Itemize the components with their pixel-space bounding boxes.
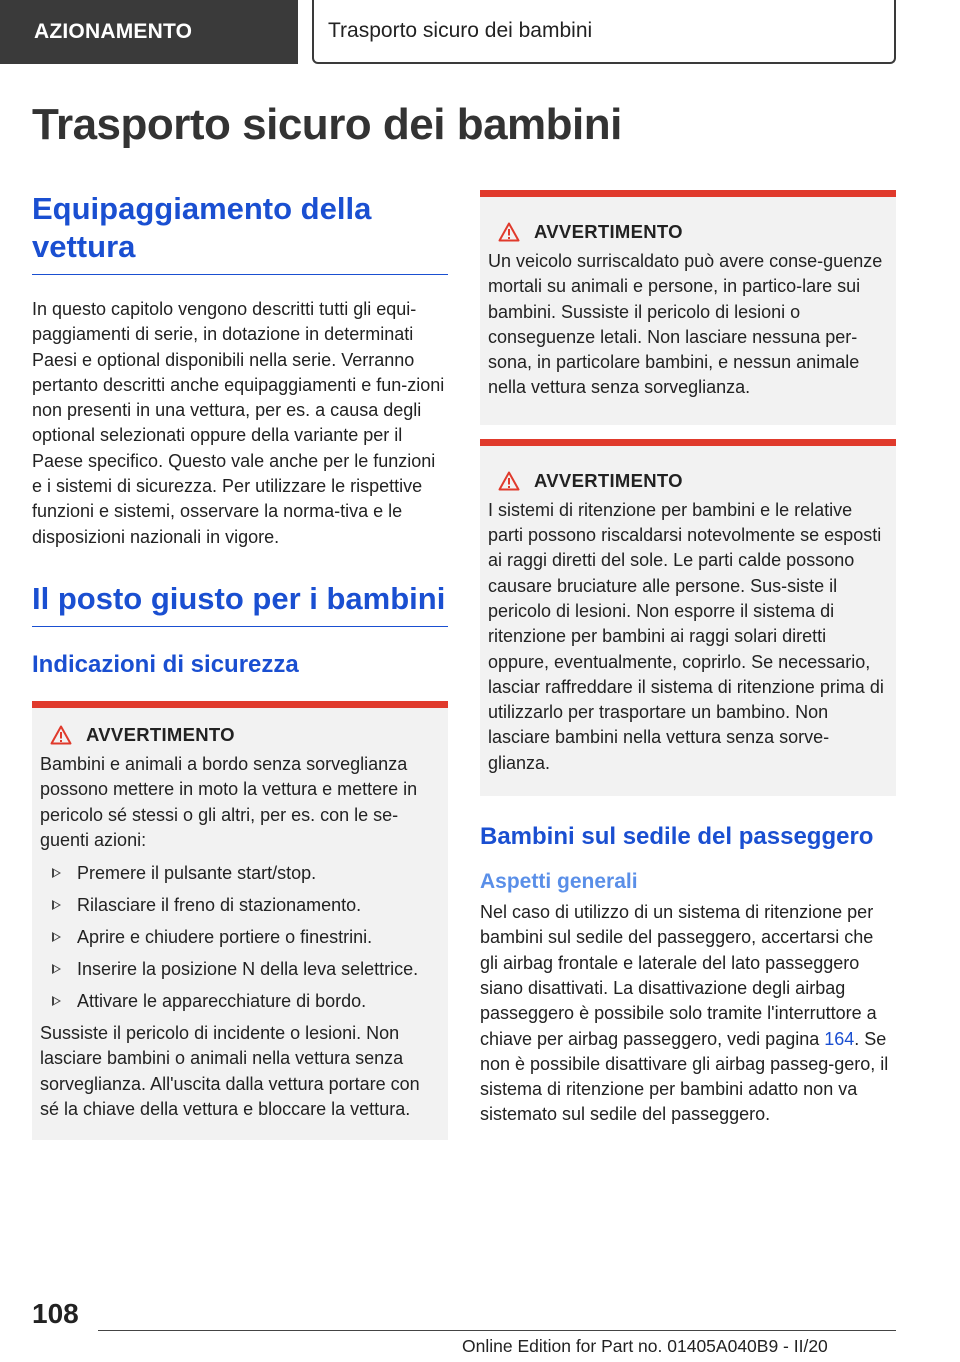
warning-text: Un veicolo surriscaldato può avere conse-guenze mortali su animali e persone, in partico-lare sui bambini. Sussiste il pericolo di lesioni o conseguenze letali. Non lasciare nessuna per-sona, in particolare bambini, e nessun animale nella vettura senza sorveglianza. — [488, 251, 883, 398]
warning-triangle-icon — [498, 222, 520, 242]
list-item: Aprire e chiudere portiere o finestrini. — [40, 921, 440, 953]
bullet-triangle-icon — [52, 932, 61, 942]
header-chapter-box — [312, 0, 896, 64]
warning-text-conclusion: Sussiste il pericolo di incidente o lesioni. Non lasciare bambini o animali nella vettura senza sorveglianza. All'uscita dalla vettura portare con sé la chiave della vettura e bloccare la vettura. — [40, 1023, 420, 1120]
list-item: Premere il pulsante start/stop. — [40, 857, 440, 889]
warning-action-list — [40, 857, 440, 1017]
heading-aspetti-generali: Aspetti generali — [480, 870, 638, 894]
warning-triangle-icon — [50, 725, 72, 745]
page-number: 108 — [32, 1298, 79, 1329]
intro-paragraph: In questo capitolo vengono descritti tutti gli equi-paggiamenti di serie, in dotazione in determinati Paesi e optional disponibili nella serie. Verranno pertanto descritti anche equipaggiamenti e fun-zioni non presenti in una vettura, per es. a causa degli optional selezionati oppure della variante per il Paese specifico. Questo vale anche per le funzioni e i sistemi di sicurezza. Per utilizzare le rispettive funzioni e sistemi, osservare la norma-tiva e le disposizioni nazionali in vigore. — [32, 299, 445, 547]
bullet-triangle-icon — [52, 868, 61, 878]
warning-title: AVVERTIMENTO — [534, 469, 683, 491]
warning-header — [488, 468, 888, 494]
bullet-triangle-icon — [52, 900, 61, 910]
footer-divider — [98, 1330, 896, 1331]
warning-title: AVVERTIMENTO — [534, 221, 683, 242]
warning-box-overheated — [480, 190, 896, 425]
heading-equipaggiamento: Equipaggiamento della vettura — [32, 190, 448, 275]
heading-sedile-passeggero: Bambini sul sedile del passeggero — [480, 823, 874, 851]
warning-text: I sistemi di ritenzione per bambini e le relative parti possono riscaldarsi notevolmente se esposti ai raggi diretti del sole. Le parti calde possono causare bruciature alle persone. Sus-siste il pericolo di lesioni. Non esporre il sistema di ritenzione per bambini ai raggi solari diretti oppure, eventualmente, coprirlo. Se necessario, lasciar raffreddare il sistema di ritenzione prima di utilizzarlo per trasportare un bambino. Non lasciare bambini nella vettura senza sorve-glianza. — [488, 499, 884, 773]
left-column — [32, 190, 448, 1140]
general-paragraph: Nel caso di utilizzo di un sistema di ritenzione per bambini sul sedile del passeggero, accertarsi che gli airbag frontale e laterale del lato passeggero siano disattivati. La disattivazione degli airbag passeggero è possibile solo tramite l'interruttore a chiave per airbag passeggero, vedi pagina 164. Se non è possibile disattivare gli airbag passeg-gero, il sistema di ritenzione per bambini adatto non va sistemato sul sedile del passeggero. — [480, 902, 889, 1125]
page-title: Trasporto sicuro dei bambini — [32, 100, 622, 149]
right-column — [480, 190, 896, 1128]
footer-edition: Online Edition for Part no. 01405A040B9 - II/20 — [462, 1336, 828, 1356]
warning-header — [488, 219, 888, 245]
page-reference-link[interactable]: 164 — [824, 1028, 855, 1049]
header-section-tab — [0, 0, 298, 64]
bullet-triangle-icon — [52, 996, 61, 1006]
list-item: Inserire la posizione N della leva selettrice. — [40, 953, 440, 985]
warning-text-intro: Bambini e animali a bordo senza sorveglianza possono mettere in moto la vettura e mettere in pericolo sé stessi o gli altri, per es. con le se-guenti azioni: — [40, 753, 418, 850]
list-item: Attivare le apparecchiature di bordo. — [40, 985, 440, 1017]
warning-box-unattended — [32, 701, 448, 1140]
warning-box-hot-seat — [480, 439, 896, 796]
heading-posto-giusto: Il posto giusto per i bambini — [32, 580, 448, 627]
warning-triangle-icon — [498, 471, 520, 491]
warning-header — [40, 722, 440, 748]
bullet-triangle-icon — [52, 964, 61, 974]
header-section-label: AZIONAMENTO — [34, 20, 193, 43]
list-item: Rilasciare il freno di stazionamento. — [40, 889, 440, 921]
header-chapter-label: Trasporto sicuro dei bambini — [328, 19, 593, 42]
warning-title: AVVERTIMENTO — [86, 723, 235, 745]
heading-indicazioni-sicurezza: Indicazioni di sicurezza — [32, 650, 299, 678]
